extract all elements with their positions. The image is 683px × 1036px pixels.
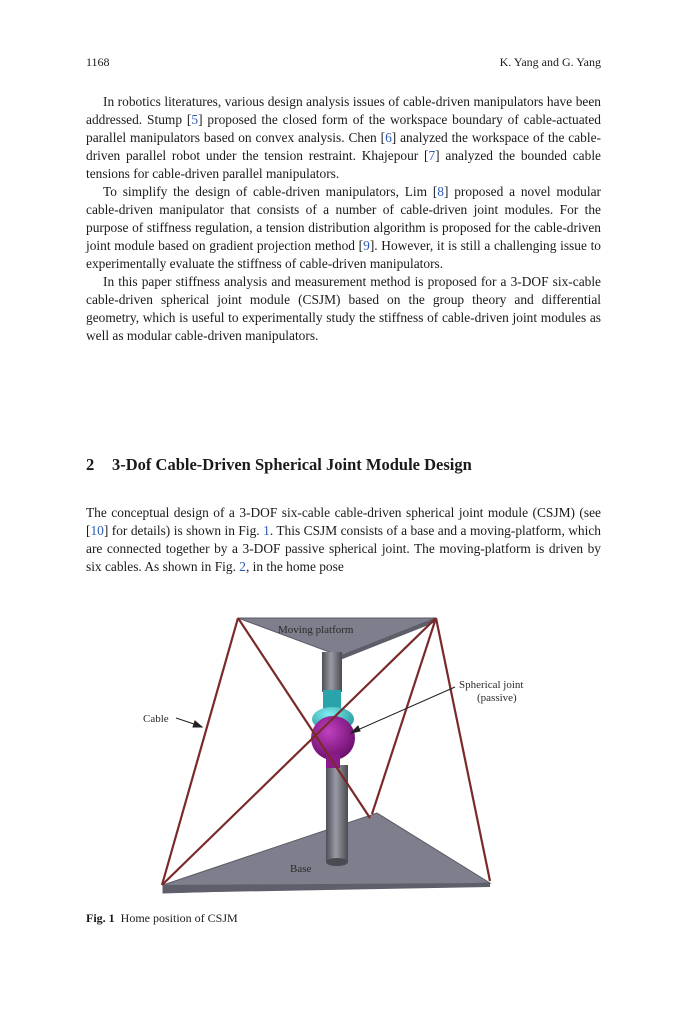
citation-link[interactable]: 1 xyxy=(263,523,270,538)
running-head-authors: K. Yang and G. Yang xyxy=(499,55,601,69)
citation-link[interactable]: 2 xyxy=(239,559,246,574)
label-spherical-joint: Spherical joint xyxy=(459,679,524,691)
spherical-joint-connector xyxy=(323,690,341,710)
figure-caption xyxy=(86,911,238,926)
paragraph xyxy=(86,183,601,273)
paragraph-text: The conceptual design of a 3-DOF six-cable cable-driven spherical joint module (CSJM) (see [ xyxy=(86,505,601,538)
figure-1 xyxy=(140,608,540,903)
paragraph-text: ] for details) is shown in Fig. xyxy=(103,523,264,538)
citation-link[interactable]: 7 xyxy=(428,148,436,163)
section-title: 3-Dof Cable-Driven Spherical Joint Module Design xyxy=(112,455,472,474)
paragraph-text: . This CSJM consists of a base and a moving-platform, which are connected together by a 3-DOF passive spherical joint. The moving-platform is driven by six cables. As shown in Fig. xyxy=(86,523,601,574)
paragraph-text: To simplify the design of cable-driven manipulators, Lim [ xyxy=(103,184,438,199)
upper-rod xyxy=(322,652,342,692)
paragraph-text: ] proposed a novel modular cable-driven manipulator that consists of a number of cable-driven joint modules. For the purpose of stiffness regulation, a tension distribution algorithm is proposed for the cable-driven joint module based on gradient projection method [ xyxy=(86,184,601,253)
section-heading xyxy=(86,455,472,475)
intro-paragraphs xyxy=(86,93,601,345)
figure-caption-label: Fig. 1 xyxy=(86,911,115,925)
label-spherical-joint-passive: (passive) xyxy=(477,692,517,704)
csjm-diagram xyxy=(140,608,540,903)
paragraph xyxy=(86,504,601,576)
paragraph-text: ]. However, it is still a challenging issue to experimentally evaluate the stiffness of cable-driven manipulators. xyxy=(86,238,601,271)
paragraph-text: , in the home pose xyxy=(245,559,344,574)
paragraph xyxy=(86,93,601,183)
citation-link[interactable]: 10 xyxy=(90,523,104,538)
paragraph-text: In robotics literatures, various design analysis issues of cable-driven manipulators have been addressed. Stump [ xyxy=(86,94,601,127)
paragraph-text: ] analyzed the workspace of the cable-driven parallel robot under the tension restraint. Khajepour [ xyxy=(86,130,601,163)
label-cable: Cable xyxy=(143,713,169,725)
paragraph xyxy=(86,273,601,345)
section-number: 2 xyxy=(86,455,95,474)
section-paragraphs xyxy=(86,504,601,576)
page-number: 1168 xyxy=(86,55,110,69)
citation-link[interactable]: 5 xyxy=(191,112,199,127)
paragraph-text: ] analyzed the bounded cable tensions for cable-driven parallel manipulators. xyxy=(86,148,601,181)
citation-link[interactable]: 6 xyxy=(385,130,392,145)
label-base: Base xyxy=(290,863,312,875)
citation-link[interactable]: 8 xyxy=(437,184,444,199)
page-header xyxy=(86,55,601,71)
citation-link[interactable]: 9 xyxy=(363,238,370,253)
figure-caption-text: Home position of CSJM xyxy=(120,911,238,925)
label-moving-platform: Moving platform xyxy=(278,624,354,636)
paragraph-text: ] proposed the closed form of the workspace boundary of cable-actuated parallel manipulators based on convex analysis. Chen [ xyxy=(86,112,601,145)
paragraph-text: In this paper stiffness analysis and measurement method is proposed for a 3-DOF six-cable cable-driven spherical joint module (CSJM) based on the group theory and differential geometry, which is useful to experimentally study the stiffness of cable-driven joint modules as well as modular cable-driven manipulators. xyxy=(86,274,601,343)
